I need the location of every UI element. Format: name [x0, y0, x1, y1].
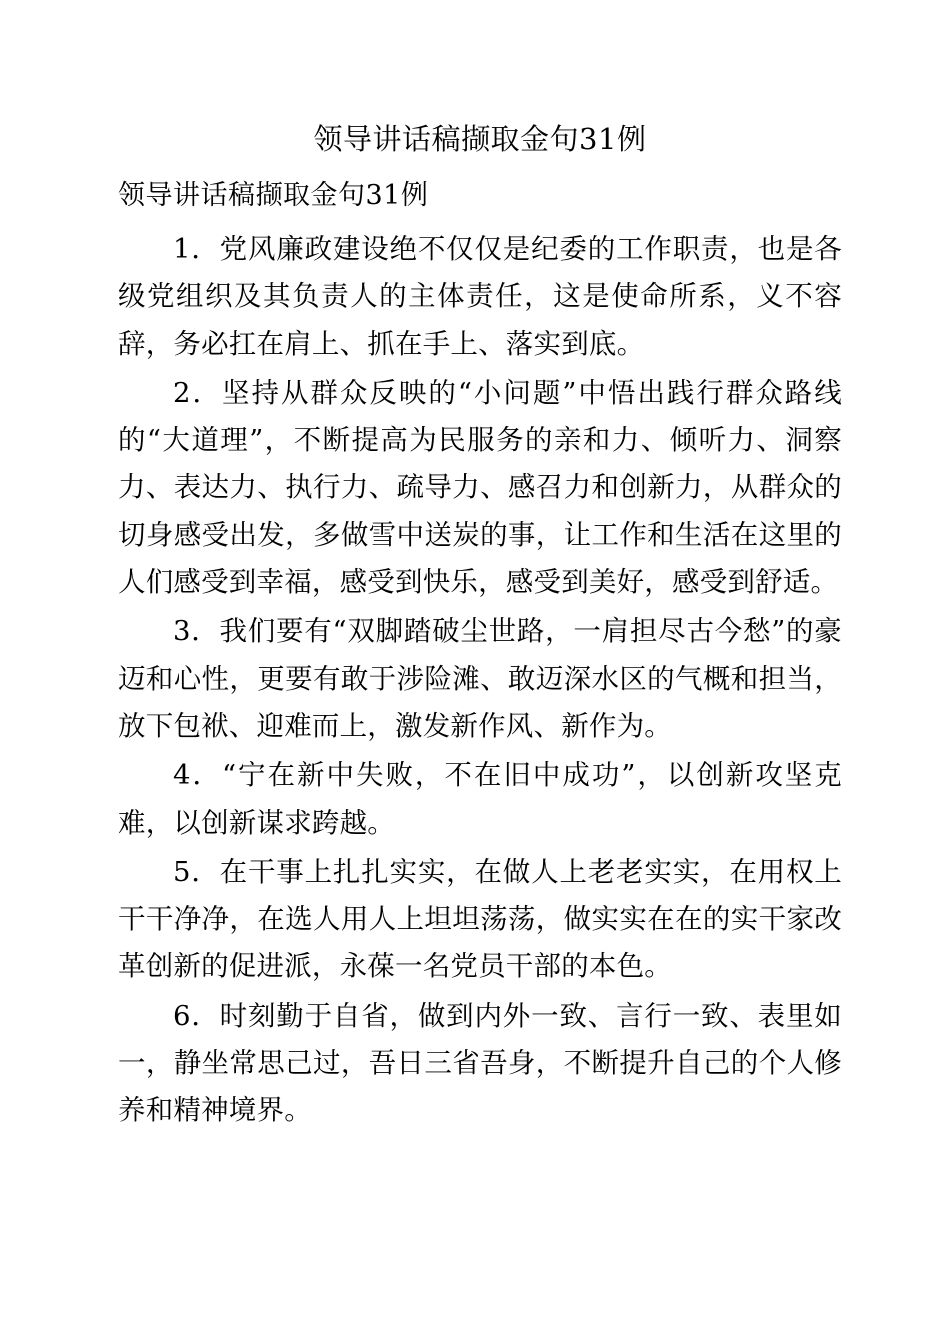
page-title: 领导讲话稿撷取金句31例 — [313, 122, 647, 156]
paragraph-5: 5．在干事上扎扎实实，在做人上老老实实，在用权上干干净净，在选人用人上坦坦荡荡，做实实在在的实干家改革创新的促进派，永葆一名党员干部的本色。 — [118, 855, 842, 983]
paragraph-2: 2．坚持从群众反映的“小问题”中悟出践行群众路线的“大道理”，不断提高为民服务的亲和力、倾听力、洞察力、表达力、执行力、疏导力、感召力和创新力，从群众的切身感受出发，多做雪中送炭的事，让工作和生活在这里的人们感受到幸福，感受到快乐，感受到美好，感受到舒适。 — [118, 376, 842, 599]
document-subtitle: 领导讲话稿撷取金句31例 — [118, 179, 429, 211]
paragraph-1: 1．党风廉政建设绝不仅仅是纪委的工作职责，也是各级党组织及其负责人的主体责任，这是使命所系，义不容辞，务必扛在肩上、抓在手上、落实到底。 — [118, 233, 842, 360]
paragraph-6: 6．时刻勤于自省，做到内外一致、言行一致、表里如一，静坐常思己过，吾日三省吾身，不断提升自己的个人修养和精神境界。 — [118, 999, 842, 1127]
paragraph-4: 4．“宁在新中失败，不在旧中成功”，以创新攻坚克难，以创新谋求跨越。 — [118, 759, 842, 839]
paragraph-3: 3．我们要有“双脚踏破尘世路，一肩担尽古今愁”的豪迈和心性，更要有敢于涉险滩、敢迈深水区的气概和担当，放下包袱、迎难而上，激发新作风、新作为。 — [118, 615, 842, 742]
